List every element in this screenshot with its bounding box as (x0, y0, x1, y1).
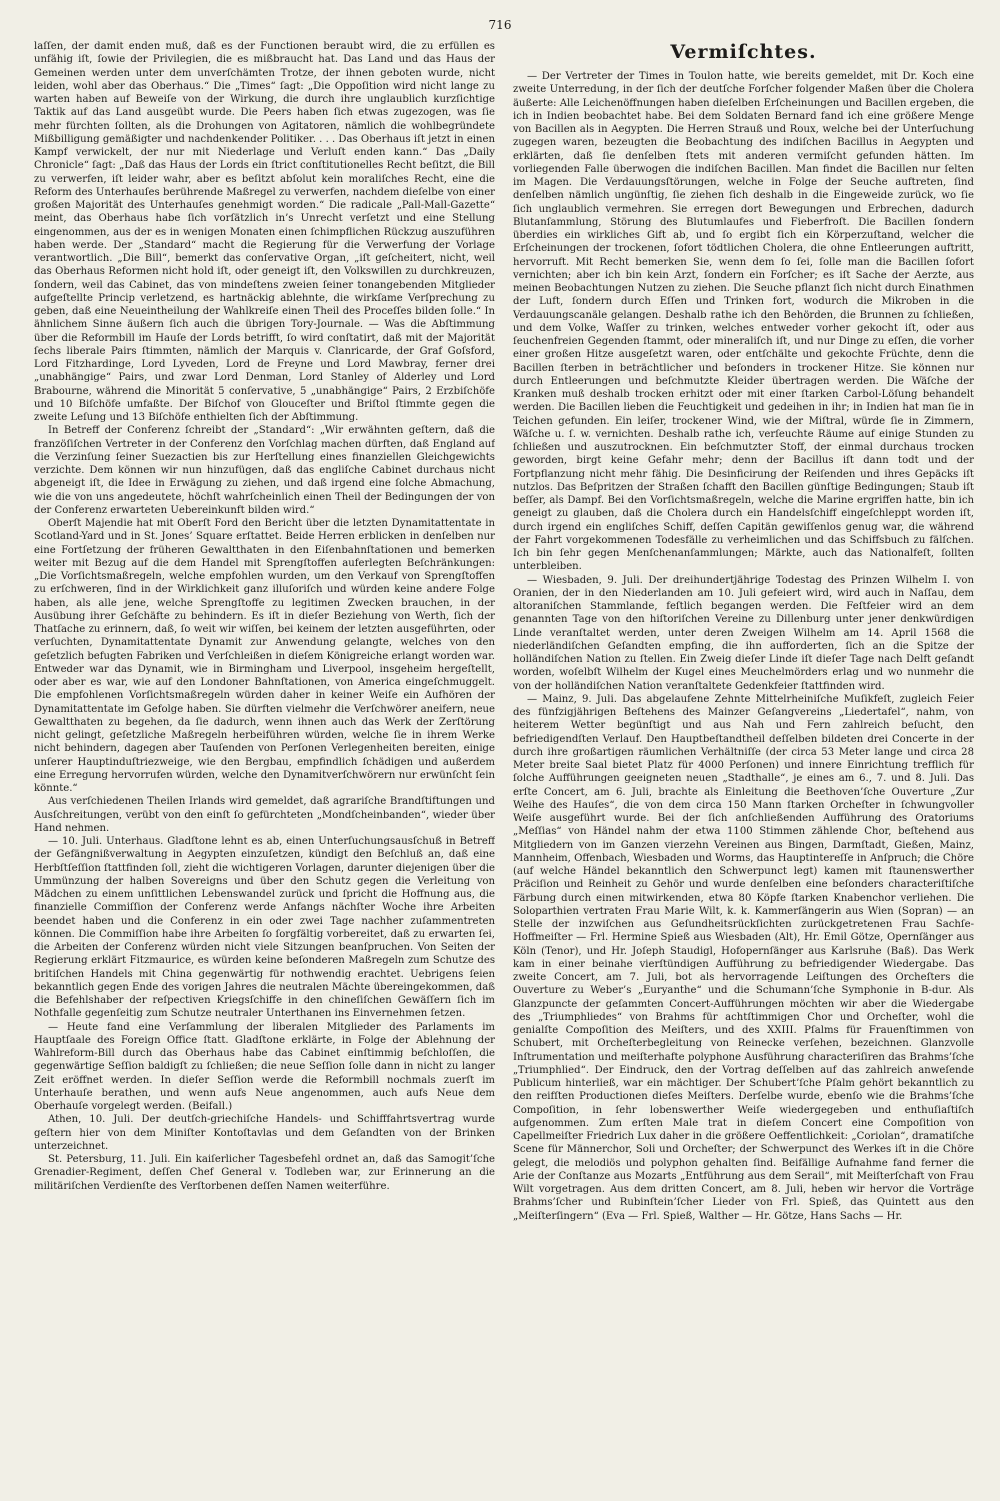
section-title: Vermiſchtes. (670, 41, 817, 63)
paragraph: laſſen, der damit enden muß, daß es der Functionen beraubt wird, die zu erfüllen es unfähig iſt, ſowie der Privilegien, die es mißbraucht hat. Das Land und das Haus der Gemeinen werden unter dem unverſchämten Trotze, der ihnen geboten wurde, nicht leiden, wohl aber das Oberhaus.“ Die „Times“ ſagt: „Die Oppoſition wird nicht lange zu warten haben auf Beweiſe von der Wirkung, die durch ihre unglaublich kurzſichtige Taktik auf das Land ausgeübt wurde. Die Peers haben ſich etwas zugezogen, was ſie mehr fürchten ſollten, als die Drohungen von Agitatoren, nämlich die wohlbegründete Mißbilligung gemäßigter und nachdenkender Politiker. . . . Das Oberhaus iſt jetzt in einen Kampf verwickelt, der nur mit Niederlage und Verluſt enden kann.“ Das „Daily Chronicle“ ſagt: „Daß das Haus der Lords ein ſtrict conſtitutionelles Recht beſitzt, die Bill zu verwerfen, iſt leider wahr, aber es beſitzt abſolut kein moraliſches Recht, eine die Reform des Unterhauſes berührende Maßregel zu verwerfen, nachdem dieſelbe von einer großen Majorität des Unterhauſes genehmigt worden.“ Die radicale „Pall-Mall-Gazette“ meint, das Oberhaus habe ſich vorſätzlich in’s Unrecht verſetzt und eine Stellung eingenommen, aus der es in wenigen Monaten einen ſchimpflichen Rückzug auszuführen haben werde. Der „Standard“ macht die Regierung für die Verwerfung der Vorlage verantwortlich. „Die Bill“, bemerkt das conſervative Organ, „iſt geſcheitert, nicht, weil das Oberhaus Reformen nicht hold iſt, oder geneigt iſt, den Volkswillen zu durchkreuzen, ſondern, weil das Cabinet, das von mindeſtens zweien ſeiner tonangebenden Mitglieder aufgeſtellte Princip verletzend, es hartnäckig ablehnte, die wirkſame Verſprechung zu geben, daß eine Neueintheilung der Wahlkreiſe einen Theil des Proceſſes bilden ſolle.“ In ähnlichem Sinne äußern ſich auch die übrigen Tory-Journale. — Was die Abſtimmung über die Reformbill im Hauſe der Lords betrifft, ſo wird conſtatirt, daß mit der Majorität ſechs liberale Pairs ſtimmten, nämlich der Marquis v. Clanricarde, der Graf Goſsford, Lord Fitzhardinge, Lord Lyveden, Lord de Freyne und Lord Mawbray, ferner drei „unabhängige“ Pairs, und zwar Lord Denman, Lord Stanley of Alderley und Lord Brabourne, während die Minorität 5 conſervative, 5 „unabhängige“ Pairs, 2 Erzbiſchöfe und 10 Biſchöfe umfaßte. Der Biſchof von Glouceſter und Briſtol ſtimmte gegen die zweite Leſung und 13 Biſchöfe enthielten ſich der Abſtimmung. (34, 41, 495, 423)
paragraph: — 10. Juli. Unterhaus. Gladſtone lehnt es ab, einen Unterſuchungsausſchuß in Betreff der Gefängnißverwaltung in Aegypten einzuſetzen, kündigt den Beſchluß an, daß eine Herbſtſeſſion ſtattfinden ſoll, zieht die wichtigeren Vorlagen, darunter diejenigen über die Ummünzung der halben Sovereigns und über den Schutz gegen die Verleitung von Mädchen zu einem unſittlichen Lebenswandel zurück und ſpricht die Hoffnung aus, die finanzielle Commiſſion der Conferenz werde Anfangs nächſter Woche ihre Arbeiten beendet haben und die Conferenz in ein oder zwei Tage nachher zuſammentreten können. Die Commiſſion habe ihre Arbeiten ſo ſorgfältig vorbereitet, daß zu erwarten ſei, die Arbeiten der Conferenz würden nicht viele Sitzungen beanſpruchen. Von Seiten der Regierung erklärt Fitzmaurice, es würden keine beſonderen Maßregeln zum Schutze des britiſchen Handels mit China gegenwärtig für nothwendig erachtet. Uebrigens ſeien bekanntlich gegen Ende des vorigen Jahres die neutralen Mächte übereingekommen, daß die Befehlshaber der reſpectiven Kriegsſchiffe in den chineſiſchen Gewäſſern ſich im Nothfalle gegenſeitig zum Schutze neutraler Unterthanen ins Einvernehmen ſetzen. (34, 836, 495, 1020)
paragraph: Oberſt Majendie hat mit Oberſt Ford den Bericht über die letzten Dynamitattentate in Scotland-Yard und in St. Jones’ Square erſtattet. Beide Herren erblicken in denſelben nur eine Fortſetzung der früheren Gewaltthaten in den Eiſenbahnſtationen und bemerken weiter mit Bezug auf die dem Handel mit Sprengſtoffen auferlegten Beſchränkungen: „Die Vorſichtsmaßregeln, welche empfohlen wurden, um den Verkauf von Sprengſtoffen zu erſchweren, ſind in der Wirklichkeit ganz illuſoriſch und würden keine andere Folge haben, als alle jene, welche Sprengſtoffe zu legitimen Zwecken brauchen, in der Ausübung ihrer Geſchäfte zu behindern. Es iſt in dieſer Beziehung von Werth, ſich der Thatſache zu erinnern, daß, ſo weit wir wiſſen, bei keinem der letzten ausgeführten, oder verſuchten, Dynamitattentate Dynamit zur Anwendung gelangte, welches von den geſetzlich befugten Fabriken und Verſchleißen in dieſem Königreiche erlangt worden war. Entweder war das Dynamit, wie in Birmingham und Liverpool, insgeheim hergeſtellt, oder aber es war, wie auf den Londoner Bahnſtationen, von America eingeſchmuggelt. Die empfohlenen Vorſichtsmaßregeln würden daher in keiner Weiſe ein Aufhören der Dynamitattentate im Gefolge haben. Sie dürften vielmehr die Verſchwörer aneifern, neue Gewaltthaten zu begehen, da ſie dadurch, wenn ihnen auch das Werk der Zerſtörung nicht gelingt, geſetzliche Maßregeln herbeiführen würden, welche ſie in ihrem Werke nicht behindern, dagegen aber Tauſenden von Perſonen Verlegenheiten bereiten, einige unſerer Hauptinduſtriezweige, wie den Bergbau, empfindlich ſchädigen und außerdem eine Erregung hervorrufen würden, welche den Dynamitverſchwörern nur erwünſcht ſein könnte.“ (34, 518, 495, 794)
paragraph: — Heute fand eine Verſammlung der liberalen Mitglieder des Parlaments im Hauptſaale des Foreign Office ſtatt. Gladſtone erklärte, in Folge der Ablehnung der Wahlreform-Bill durch das Oberhaus habe das Cabinet einſtimmig beſchloſſen, die gegenwärtige Seſſion baldigſt zu ſchließen; die neue Seſſion ſolle dann in nicht zu langer Zeit eröffnet werden. In dieſer Seſſion werde die Reformbill nochmals zuerſt im Unterhauſe berathen, und wenn aufs Neue angenommen, auch aufs Neue dem Oberhauſe vorgelegt werden. (Beifall.) (34, 1021, 495, 1112)
left-column (34, 40, 495, 1489)
paragraph: St. Petersburg, 11. Juli. Ein kaiſerlicher Tagesbefehl ordnet an, daß das Samogit’ſche Grenadier-Regiment, deſſen Chef General v. Todleben war, zur Erinnerung an die militäriſchen Verdienſte des Verſtorbenen deſſen Namen weiterführe. (34, 1154, 495, 1192)
paragraph: — Mainz, 9. Juli. Das abgelaufene Zehnte Mittelrheiniſche Muſikfeſt, zugleich Feier des fünfzigjährigen Beſtehens des Mainzer Geſangvereins „Liedertafel“, nahm, von heiterem Wetter begünſtigt und aus Nah und Fern zahlreich beſucht, den befriedigendſten Verlauf. Den Hauptbeſtandtheil deſſelben bildeten drei Concerte in der durch ihre großartigen räumlichen Verhältniſſe (der circa 53 Meter lange und circa 28 Meter breite Saal bietet Platz für 4000 Perſonen) und innere Einrichtung trefflich für ſolche Aufführungen geeigneten neuen „Stadthalle“, je eines am 6., 7. und 8. Juli. Das erſte Concert, am 6. Juli, brachte als Einleitung die Beethoven’ſche Ouverture „Zur Weihe des Hauſes“, die von dem circa 150 Mann ſtarken Orcheſter in ſchwungvoller Weiſe ausgeführt wurde. Bei der ſich anſchließenden Aufführung des Oratoriums „Meſſias“ von Händel nahm der etwa 1100 Stimmen zählende Chor, beſtehend aus Mitgliedern von im Ganzen vierzehn Vereinen aus Bingen, Darmſtadt, Gießen, Mainz, Mannheim, Offenbach, Wiesbaden und Worms, das Hauptintereſſe in Anſpruch; die Chöre (auf welche Händel bekanntlich den Schwerpunct legt) kamen mit ſtaunenswerther Präciſion und Reinheit zu Gehör und wurde denſelben eine beſonders characteriſtiſche Färbung durch einen mitwirkenden, etwa 80 Köpfe ſtarken Knabenchor verliehen. Die Soloparthien vertraten Frau Marie Wilt, k. k. Kammerſängerin aus Wien (Sopran) — an Stelle der inzwiſchen aus Geſundheitsrückſichten zurückgetretenen Frau Sachſe-Hoffmeiſter — Frl. Hermine Spieß aus Wiesbaden (Alt), Hr. Emil Götze, Opernſänger aus Köln (Tenor), und Hr. Joſeph Staudigl, Hofopernſänger aus Karlsruhe (Baß). Das Werk kam in einer beinahe vierſtündigen Aufführung zu befriedigender Wiedergabe. Das zweite Concert, am 7. Juli, bot als hervorragende Leiſtungen des Orcheſters die Ouverture zu Weber’s „Euryanthe“ und die Schumann’ſche Symphonie in B-dur. Als Glanzpuncte der geſammten Concert-Aufführungen möchten wir aber die Wiedergabe des „Triumphliedes“ von Brahms für achtſtimmigen Chor und Orcheſter, wohl die genialſte Compoſition des Meiſters, und des XXIII. Pſalms für Frauenſtimmen von Schubert, mit Orcheſterbegleitung von Reinecke verſehen, bezeichnen. Glanzvolle Inſtrumentation und meiſterhafte polyphone Ausführung characteriſiren das Brahms’ſche „Triumphlied“. Der Eindruck, den der Vortrag deſſelben auf das zahlreich anweſende Publicum hinterließ, war ein mächtiger. Der Schubert’ſche Pſalm gehört bekanntlich zu den reifſten Productionen dieſes Meiſters. Derſelbe wurde, ebenſo wie die Brahms’ſche Compoſition, in ſehr lobenswerther Weiſe wiedergegeben und enthuſiaſtiſch aufgenommen. Zum erſten Male trat in dieſem Concert eine Compoſition von Capellmeiſter Friedrich Lux daher in die größere Oeffentlichkeit: „Coriolan“, dramatiſche Scene für Männerchor, Soli und Orcheſter; der Schwerpunct des Werkes iſt in die Chöre gelegt, die melodiös und polyphon gehalten ſind. Beifällige Aufnahme fand ferner die Arie der Conſtanze aus Mozarts „Entführung aus dem Serail“, mit Meiſterſchaft von Frau Wilt vorgetragen. Aus dem dritten Concert, am 8. Juli, heben wir hervor die Vorträge Brahms’ſcher und Rubinſtein’ſcher Lieder von Frl. Spieß, das Quintett aus den „Meiſterſingern“ (Eva — Frl. Spieß, Walther — Hr. Götze, Hans Sachs — Hr. (513, 693, 974, 1222)
paragraph: Aus verſchiedenen Theilen Irlands wird gemeldet, daß agrariſche Brandſtiftungen und Ausſchreitungen, verübt von den einſt ſo gefürchteten „Mondſcheinbanden“, wieder über Hand nehmen. (34, 796, 495, 834)
paragraph: — Wiesbaden, 9. Juli. Der dreihundertjährige Todestag des Prinzen Wilhelm I. von Oranien, der in den Niederlanden am 10. Juli gefeiert wird, wird auch in Naſſau, dem altoraniſchen Stammlande, feſtlich begangen werden. Die Feſtfeier wird an dem genannten Tage von den hiſtoriſchen Vereine zu Dillenburg unter jener denkwürdigen Linde veranſtaltet werden, unter deren Zweigen Wilhelm am 14. April 1568 die niederländiſchen Geſandten empfing, die ihn aufforderten, ſich an die Spitze der holländiſchen Nation zu ſtellen. Ein Zweig dieſer Linde iſt dieſer Tage nach Delft geſandt worden, woſelbſt Wilhelm der Kugel eines Meuchelmörders erlag und wo nunmehr die von der holländiſchen Nation veranſtaltete Gedenkfeier ſtattfinden wird. (513, 574, 974, 692)
paragraph: Athen, 10. Juli. Der deutſch-griechiſche Handels- und Schifffahrtsvertrag wurde geſtern hier von dem Miniſter Kontoſtavlas und dem Geſandten von der Brinken unterzeichnet. (34, 1114, 495, 1152)
right-column (513, 40, 974, 1489)
text-columns (34, 40, 974, 1489)
paragraph: — Der Vertreter der Times in Toulon hatte, wie bereits gemeldet, mit Dr. Koch eine zweite Unterredung, in der ſich der deutſche Forſcher folgender Maßen über die Cholera äußerte: Alle Leichenöffnungen haben dieſelben Erſcheinungen und Bacillen ergeben, die ich in Indien beobachtet habe. Bei dem Soldaten Bernard fand ich eine größere Menge von Bacillen als in Aegypten. Die Herren Strauß und Roux, welche bei der Unterſuchung zugegen waren, bezeugten die Beobachtung des indiſchen Bacillus in Aegypten und erklärten, daß ſie denſelben ſtets mit anderen vermiſcht gefunden hätten. Im vorliegenden Falle überwogen die indiſchen Bacillen. Man findet die Bacillen nur ſelten im Magen. Die Verdauungsſtörungen, welche in Folge der Seuche auftreten, ſind denſelben nämlich ungünſtig, ſie ziehen ſich deshalb in die Eingeweide zurück, wo ſie ſich unglaublich vermehren. Sie erregen dort Bewegungen und Erbrechen, dadurch Blutanſammlung, Störung des Blutumlaufes und Fieberfroſt. Die Bacillen ſondern überdies ein wirkliches Gift ab, und ſo ergibt ſich ein Körperzuſtand, welcher die Erſcheinungen der trockenen, ſofort tödtlichen Cholera, die ohne Entleerungen auftritt, hervorruft. Mit Recht bemerken Sie, wenn dem ſo ſei, ſolle man die Bacillen ſofort vernichten; aber ich bin kein Arzt, ſondern ein Forſcher; es iſt Sache der Aerzte, aus meinen Beobachtungen Nutzen zu ziehen. Die Seuche pflanzt ſich nicht durch Einathmen der Luft, ſondern durch Eſſen und Trinken fort, wodurch die Mikroben in die Verdauungscanäle gelangen. Deshalb rathe ich den Behörden, die Brunnen zu ſchließen, und dem Volke, Waſſer zu trinken, welches entweder vorher gekocht iſt, oder aus ſeuchenfreien Gegenden ſtammt, oder mineraliſch iſt, und nur Dinge zu eſſen, die vorher einer großen Hitze ausgeſetzt waren, oder entſchälte und gekochte Früchte, denn die Bacillen ſterben in beträchtlicher und beſonders in trockener Hitze. Sie können nur durch Entleerungen und beſchmutzte Kleider übertragen werden. Die Wäſche der Kranken muß deshalb trocken erhitzt oder mit einer ſtarken Carbol-Löſung behandelt werden. Die Bacillen lieben die Feuchtigkeit und gedeihen in ihr; in Indien hat man ſie in Teichen gefunden. Ein leiſer, trockener Wind, wie der Miſtral, würde ſie in Zimmern, Wäſche u. ſ. w. vernichten. Deshalb rathe ich, verſeuchte Räume auf einige Stunden zu ſchließen und auszutrocknen. Ein beſchmutzter Stoff, der einmal durchaus trocken geworden, birgt keine Gefahr mehr; denn der Bacillus iſt dann todt und der Fortpflanzung nicht mehr fähig. Die Desinficirung der Reiſenden und ihres Gepäcks iſt nutzlos. Das Beſpritzen der Straßen ſchafft den Bacillen günſtige Bedingungen; Staub iſt beſſer, als Dampf. Bei den Vorſichtsmaßregeln, welche die Marine ergriffen hatte, bin ich geneigt zu glauben, daß die Cholera durch ein Handelsſchiff eingeſchleppt worden iſt, durch irgend ein engliſches Schiff, deſſen Capitän gewiſſenlos genug war, die während der Fahrt vorgekommenen Todesfälle zu verheimlichen und das Schiffsbuch zu fälſchen. Ich bin ſehr gegen Menſchenanſammlungen; Märkte, auch das Nationalfeſt, ſollten unterbleiben. (513, 71, 974, 573)
page-number: 716 (488, 18, 512, 32)
paragraph: In Betreff der Conferenz ſchreibt der „Standard“: „Wir erwähnten geſtern, daß die franzöſiſchen Vertreter in der Conferenz den Vorſchlag machen dürften, daß England auf die Verzinſung ſeiner Suezactien bis zur Herſtellung eines finanziellen Gleichgewichts verzichte. Dem können wir nun hinzufügen, daß das engliſche Cabinet durchaus nicht abgeneigt iſt, die Idee in Erwägung zu ziehen, und daß irgend eine ſolche Abmachung, wie die von uns angedeutete, höchſt wahrſcheinlich einen Theil der Bedingungen der von der Conferenz erwarteten Uebereinkunft bilden wird.“ (34, 425, 495, 516)
